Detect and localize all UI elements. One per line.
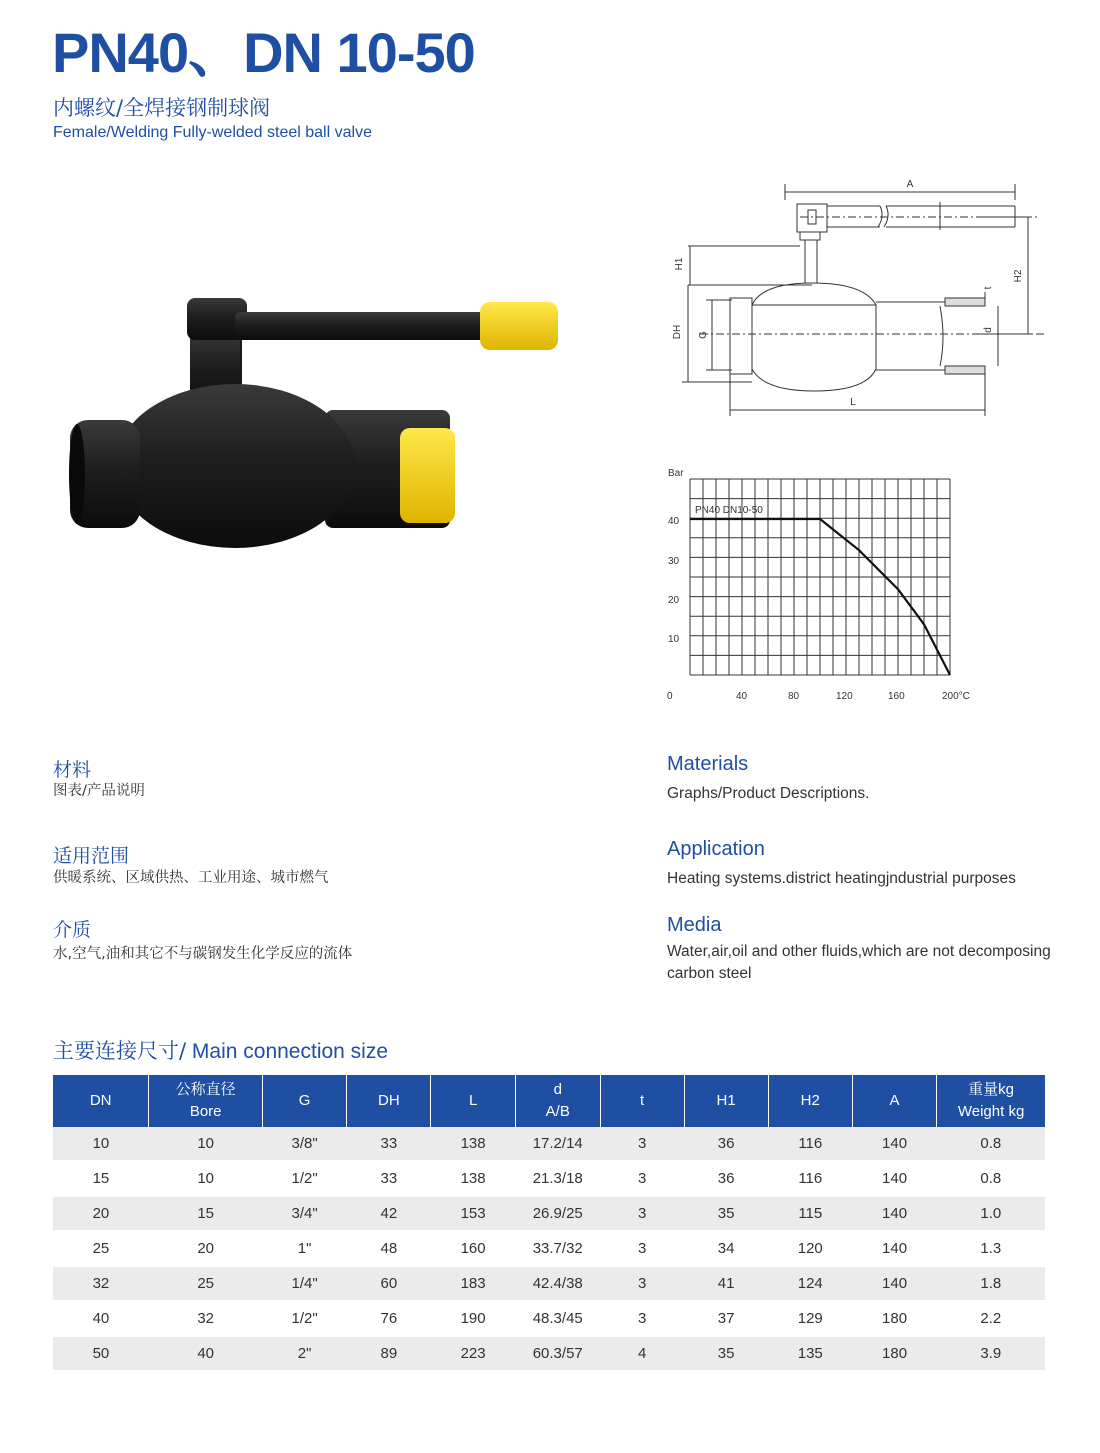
section-body-application-en: Heating systems.district heatingjndustrial purposes — [667, 870, 1016, 887]
table-cell: 37 — [684, 1301, 768, 1336]
chart-y-tick: 40 — [668, 516, 680, 527]
table-cell: 2.2 — [937, 1301, 1045, 1336]
table-cell: 17.2/14 — [515, 1127, 600, 1161]
section-heading-media-cn: 介质 — [53, 919, 92, 941]
table-cell: 60.3/57 — [515, 1336, 600, 1371]
dim-label: H1 — [674, 257, 685, 271]
table-cell: 48.3/45 — [515, 1301, 600, 1336]
section-body-materials-en: Graphs/Product Descriptions. — [667, 785, 870, 802]
section-heading-application-cn: 适用范围 — [53, 845, 130, 867]
table-cell: 10 — [149, 1161, 263, 1196]
dim-label: A — [906, 179, 914, 190]
table-cell: 120 — [768, 1231, 852, 1266]
table-cell: 3 — [600, 1196, 684, 1231]
table-cell: 1.3 — [937, 1231, 1045, 1266]
table-cell: 42 — [347, 1196, 431, 1231]
section-body-application-cn: 供暖系统、区域供热、工业用途、城市燃气 — [53, 870, 329, 886]
section-body-materials-cn: 图表/产品说明 — [53, 783, 145, 799]
table-cell: 140 — [852, 1231, 936, 1266]
table-cell: 0.8 — [937, 1127, 1045, 1161]
table-cell: 25 — [53, 1231, 149, 1266]
table-cell: 115 — [768, 1196, 852, 1231]
table-row — [53, 1161, 1045, 1196]
table-header-cell — [852, 1075, 936, 1127]
header-line-1: G — [298, 1092, 311, 1110]
table-row — [53, 1266, 1045, 1301]
table-cell: 1" — [262, 1231, 346, 1266]
dim-label: t — [983, 286, 994, 290]
table-cell: 35 — [684, 1196, 768, 1231]
table-cell: 3 — [600, 1231, 684, 1266]
table-cell: 140 — [852, 1266, 936, 1301]
table-header-cell — [431, 1075, 515, 1127]
section-body-media-en: Water,air,oil and other fluids,which are not decomposing carbon steel — [667, 943, 1051, 983]
header-line-1: A — [889, 1092, 900, 1110]
table-header-cell — [53, 1075, 149, 1127]
chart-y-tick: 30 — [668, 556, 680, 567]
header-line-2: Weight kg — [957, 1103, 1025, 1120]
table-cell: 1.8 — [937, 1266, 1045, 1301]
connection-size-table — [53, 1075, 1045, 1372]
table-cell: 153 — [431, 1196, 515, 1231]
table-cell: 0.8 — [937, 1161, 1045, 1196]
table-cell: 140 — [852, 1127, 936, 1161]
table-cell: 124 — [768, 1266, 852, 1301]
header-line-1: H1 — [716, 1092, 736, 1110]
page-title: PN40、DN 10-50 — [52, 21, 475, 84]
table-cell: 3 — [600, 1161, 684, 1196]
table-header-cell — [937, 1075, 1045, 1127]
chart-x-tick: 160 — [888, 691, 905, 702]
table-cell: 20 — [149, 1231, 263, 1266]
table-cell: 25 — [149, 1266, 263, 1301]
table-cell: 34 — [684, 1231, 768, 1266]
chart-y-tick: 20 — [668, 595, 680, 606]
dim-label: d — [983, 327, 994, 333]
chart-x-tick: 40 — [736, 691, 748, 702]
header-line-1: L — [468, 1092, 478, 1110]
table-cell: 36 — [684, 1127, 768, 1161]
header-line-2: A/B — [545, 1103, 570, 1120]
table-body — [53, 1127, 1045, 1371]
dim-label: L — [850, 397, 856, 408]
table-cell: 3 — [600, 1301, 684, 1336]
header-line-1: H2 — [800, 1092, 820, 1110]
table-cell: 160 — [431, 1231, 515, 1266]
table-cell: 3/4" — [262, 1196, 346, 1231]
header-line-1: t — [640, 1092, 645, 1110]
header-line-2: Bore — [189, 1103, 222, 1120]
table-cell: 42.4/38 — [515, 1266, 600, 1301]
table-cell: 1/4" — [262, 1266, 346, 1301]
table-header-cell — [262, 1075, 346, 1127]
section-heading-application-en: Application — [667, 838, 765, 860]
header-line-1: 公称直径 — [175, 1081, 236, 1099]
table-cell: 10 — [149, 1127, 263, 1161]
chart-x-tick: 80 — [788, 691, 800, 702]
table-cell: 48 — [347, 1231, 431, 1266]
table-row — [53, 1231, 1045, 1266]
table-cell: 116 — [768, 1127, 852, 1161]
table-cell: 89 — [347, 1336, 431, 1371]
table-cell: 15 — [149, 1196, 263, 1231]
dim-label: G — [698, 331, 709, 339]
table-cell: 33 — [347, 1161, 431, 1196]
ball-valve-photo — [55, 290, 595, 550]
table-cell: 138 — [431, 1127, 515, 1161]
section-body-media-cn: 水,空气,油和其它不与碳钢发生化学反应的流体 — [53, 946, 353, 962]
table-cell: 1/2" — [262, 1301, 346, 1336]
table-cell: 140 — [852, 1196, 936, 1231]
table-cell: 41 — [684, 1266, 768, 1301]
dimension-schematic — [660, 172, 1060, 422]
table-row — [53, 1127, 1045, 1161]
table-cell: 33.7/32 — [515, 1231, 600, 1266]
table-cell: 4 — [600, 1336, 684, 1371]
table-cell: 223 — [431, 1336, 515, 1371]
chart-x-tick: 120 — [836, 691, 853, 702]
table-cell: 15 — [53, 1161, 149, 1196]
table-cell: 76 — [347, 1301, 431, 1336]
section-heading-materials-cn: 材料 — [53, 759, 92, 781]
section-heading-materials-en: Materials — [667, 753, 749, 775]
table-cell: 10 — [53, 1127, 149, 1161]
table-header-row — [53, 1075, 1045, 1127]
table-cell: 3.9 — [937, 1336, 1045, 1371]
table-cell: 3 — [600, 1127, 684, 1161]
table-title — [53, 1035, 388, 1065]
table-cell: 129 — [768, 1301, 852, 1336]
table-cell: 26.9/25 — [515, 1196, 600, 1231]
table-title-cn: 主要连接尺寸/ — [53, 1039, 187, 1063]
table-cell: 32 — [149, 1301, 263, 1336]
chart-x-tick: 200°C — [942, 691, 970, 702]
table-cell: 21.3/18 — [515, 1161, 600, 1196]
table-cell: 190 — [431, 1301, 515, 1336]
section-heading-media-en: Media — [667, 914, 722, 936]
chart-x-tick: 0 — [667, 691, 673, 702]
table-cell: 135 — [768, 1336, 852, 1371]
header-line-1: d — [553, 1081, 562, 1099]
table-cell: 36 — [684, 1161, 768, 1196]
table-cell: 138 — [431, 1161, 515, 1196]
table-cell: 183 — [431, 1266, 515, 1301]
table-header-cell — [347, 1075, 431, 1127]
table-cell: 2" — [262, 1336, 346, 1371]
table-row — [53, 1336, 1045, 1371]
table-header-cell — [768, 1075, 852, 1127]
table-cell: 180 — [852, 1301, 936, 1336]
table-cell: 32 — [53, 1266, 149, 1301]
table-row — [53, 1196, 1045, 1231]
table-cell: 3/8" — [262, 1127, 346, 1161]
table-cell: 33 — [347, 1127, 431, 1161]
table-cell: 3 — [600, 1266, 684, 1301]
chart-y-unit-label: Bar — [668, 468, 684, 479]
table-header-cell — [600, 1075, 684, 1127]
table-cell: 40 — [53, 1301, 149, 1336]
table-header-cell — [149, 1075, 263, 1127]
chart-y-tick: 10 — [668, 634, 680, 645]
pressure-temperature-chart — [660, 462, 990, 712]
table-cell: 40 — [149, 1336, 263, 1371]
table-cell: 1.0 — [937, 1196, 1045, 1231]
table-cell: 1/2" — [262, 1161, 346, 1196]
table-title-en: Main connection size — [186, 1040, 389, 1063]
table-header-cell — [684, 1075, 768, 1127]
table-cell: 20 — [53, 1196, 149, 1231]
table-cell: 180 — [852, 1336, 936, 1371]
table-header-cell — [515, 1075, 600, 1127]
chart-series-label: PN40 DN10-50 — [695, 505, 763, 516]
header-line-1: DH — [378, 1092, 400, 1110]
header-line-1: 重量kg — [968, 1081, 1014, 1099]
header-line-1: DN — [89, 1092, 112, 1110]
table-cell: 60 — [347, 1266, 431, 1301]
table-cell: 35 — [684, 1336, 768, 1371]
dim-label: DH — [672, 324, 683, 340]
table-cell: 140 — [852, 1161, 936, 1196]
table-row — [53, 1301, 1045, 1336]
table-cell: 50 — [53, 1336, 149, 1371]
subtitle-english: Female/Welding Fully-welded steel ball valve — [53, 124, 372, 141]
table-cell: 116 — [768, 1161, 852, 1196]
subtitle-chinese: 内螺纹/全焊接钢制球阀 — [53, 96, 271, 120]
dim-label: H2 — [1013, 269, 1024, 283]
